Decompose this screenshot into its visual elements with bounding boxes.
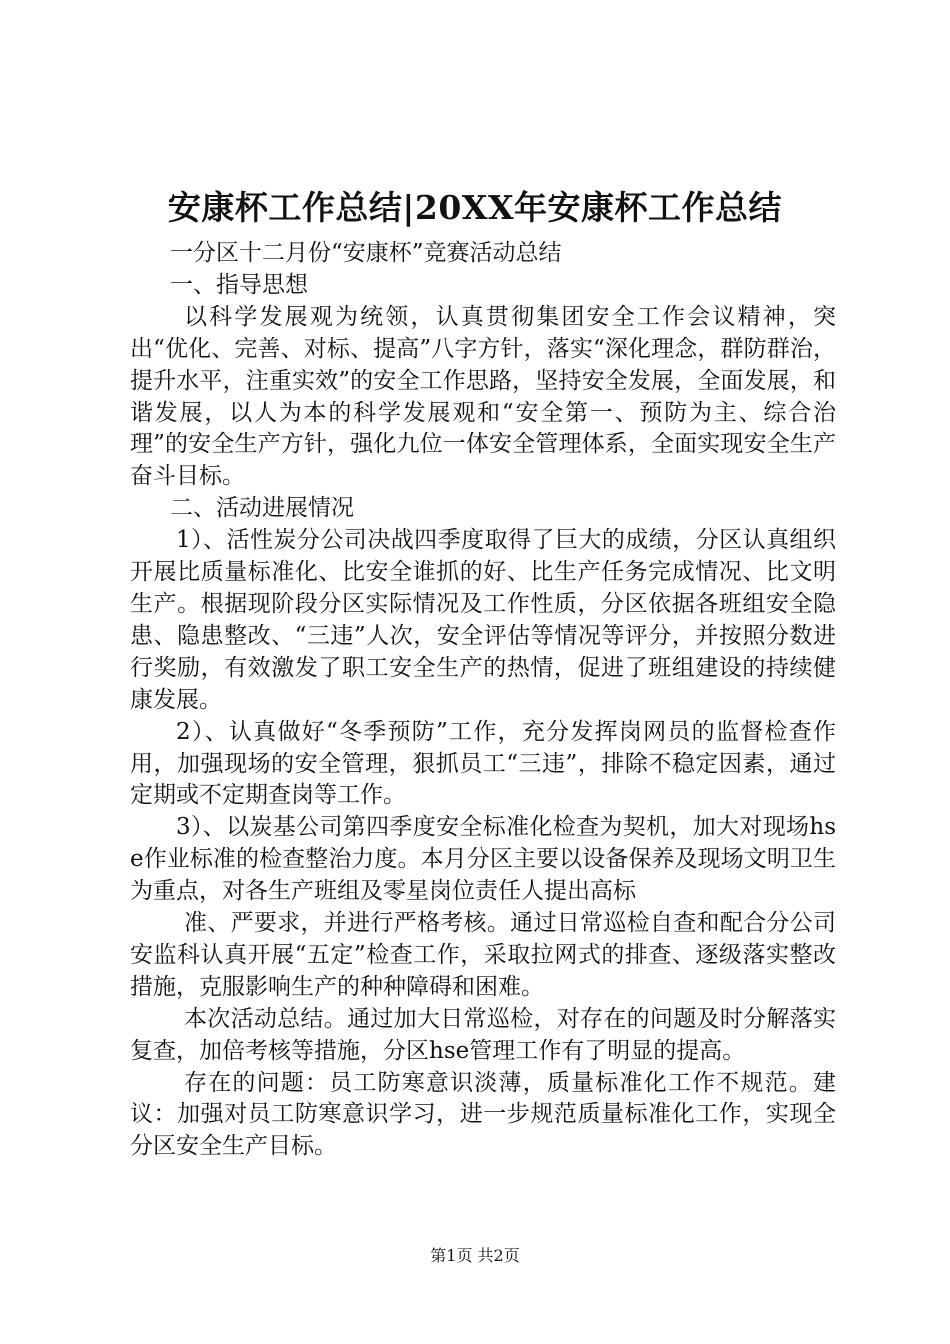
document-body xyxy=(130,238,836,1163)
paragraph-item-3-continued: 准、严要求，并进行严格考核。通过日常巡检自查和配合分公司安监科认真开展“五定”检查工作，采取拉网式的排查、逐级落实整改措施，克服影响生产的种种障碍和困难。 xyxy=(130,910,836,1000)
paragraph-guiding-ideology: 以科学发展观为统领，认真贯彻集团安全工作会议精神，突出“优化、完善、对标、提高”八字方针，落实“深化理念，群防群治，提升水平，注重实效”的安全工作思路，坚持安全发展，全面发展，和谐发展，以人为本的科学发展观和“安全第一、预防为主、综合治理”的安全生产方针，强化九位一体安全管理体系，全面实现安全生产奋斗目标。 xyxy=(130,303,836,490)
page-footer: 第1页 共2页 xyxy=(430,1246,520,1265)
paragraph-problems-suggestions: 存在的问题：员工防寒意识淡薄，质量标准化工作不规范。建议：加强对员工防寒意识学习，进一步规范质量标准化工作，实现全分区安全生产目标。 xyxy=(130,1069,836,1160)
paragraph-item-1: 1）、活性炭分公司决战四季度取得了巨大的成绩，分区认真组织开展比质量标准化、比安全谁抓的好、比生产任务完成情况、比文明生产。根据现阶段分区实际情况及工作性质，分区依据各班组安全隐患、隐患整改、“三违”人次，安全评估等情况等评分，并按照分数进行奖励，有效激发了职工安全生产的热情，促进了班组建设的持续健康发展。 xyxy=(130,527,836,713)
paragraph-item-2: 2）、认真做好“冬季预防”工作，充分发挥岗网员的监督检查作用，加强现场的安全管理，狠抓员工“三违”，排除不稳定因素，通过定期或不定期查岗等工作。 xyxy=(130,718,836,809)
subtitle-paragraph: 一分区十二月份“安康杯”竞赛活动总结 xyxy=(170,240,562,266)
document-title: 安康杯工作总结|20XX年安康杯工作总结 xyxy=(167,188,783,227)
section-heading-guiding-ideology: 一、指导思想 xyxy=(170,271,308,298)
section-heading-activity-progress: 二、活动进展情况 xyxy=(170,495,354,522)
paragraph-summary: 本次活动总结。通过加大日常巡检，对存在的问题及时分解落实复查，加倍考核等措施，分区hse管理工作有了明显的提高。 xyxy=(130,1005,836,1064)
paragraph-item-3: 3）、以炭基公司第四季度安全标准化检查为契机，加大对现场hse作业标准的检查整治力度。本月分区主要以设备保养及现场文明卫生为重点，对各生产班组及零星岗位责任人提出高标 xyxy=(130,814,836,905)
